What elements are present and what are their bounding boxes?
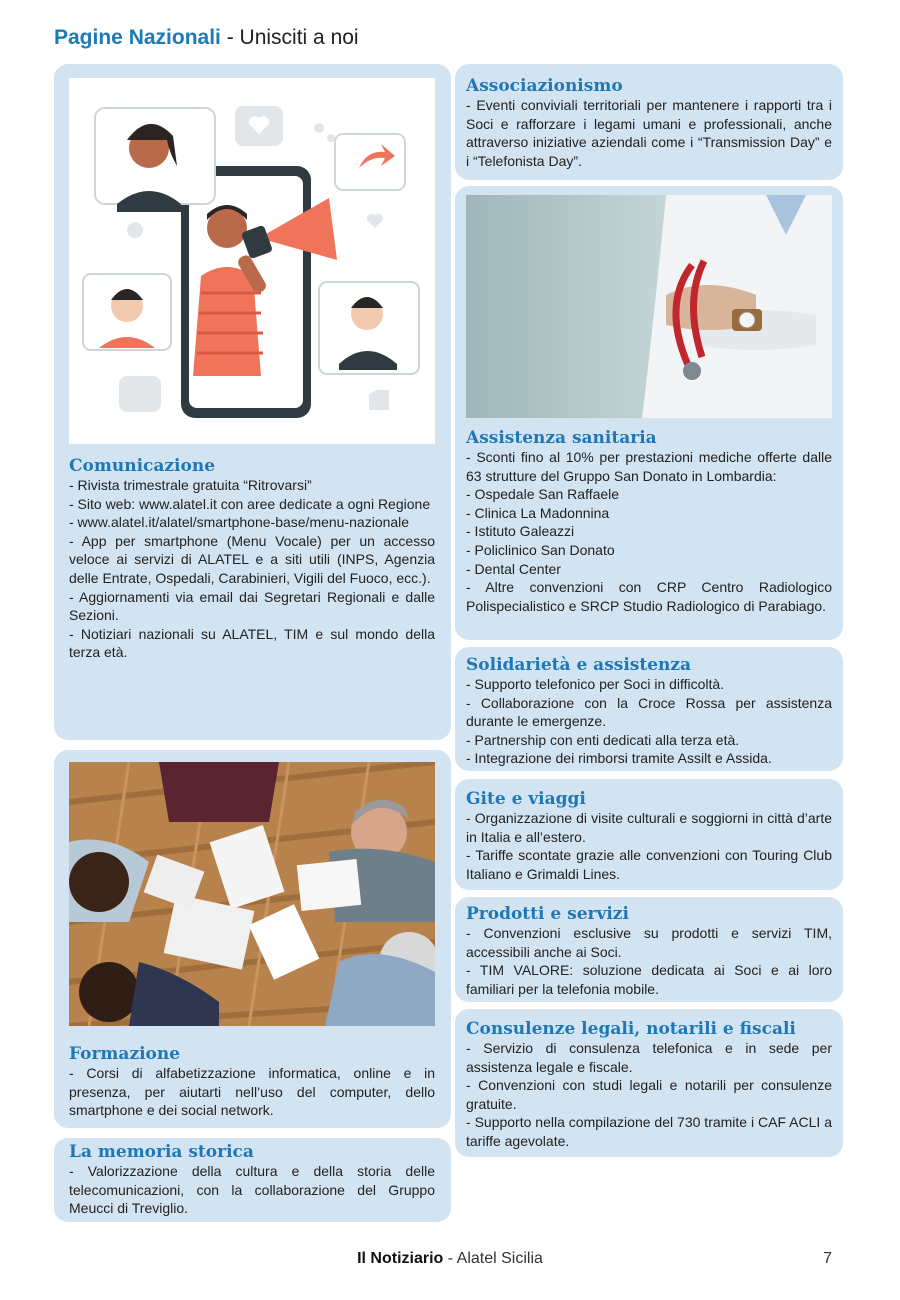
sanitaria-item-5: - Policlinico San Donato — [466, 541, 615, 558]
memoria-item-1: - Valorizzazione della cultura e della storia delle telecomunicazioni, con la collaborazione del Gruppo Meucci di Treviglio. — [69, 1163, 435, 1217]
associazionismo-item-1: - Eventi conviviali territoriali per mantenere i rapporti tra i Soci e rafforzare i legami umani e professionali, anche attraverso iniziative aziendali come i “Transmission Day” e i “Telefonista Day”. — [466, 97, 832, 169]
photo-doctor-stethoscope — [466, 195, 832, 418]
comunicazione-item-5: - Aggiornamenti via email dai Segretari Regionali e dalle Sezioni. — [69, 588, 435, 624]
sanitaria-item-7: - Altre convenzioni con CRP Centro Radiologico Polispecialistico e SRCP Studio Radiologico di Parabiago. — [466, 579, 832, 614]
consulenze-item-2: - Convenzioni con studi legali e notarili per consulenze gratuite. — [466, 1077, 832, 1112]
prodotti-item-2: - TIM VALORE: soluzione dedicata ai Soci e ai loro familiari per la telefonia mobile. — [466, 962, 832, 997]
sanitaria-item-4: - Istituto Galeazzi — [466, 523, 575, 540]
section-title-solidarieta: Solidarietà e assistenza — [466, 655, 692, 675]
card-formazione — [54, 750, 451, 1128]
section-title-prodotti: Prodotti e servizi — [466, 904, 629, 924]
page-title — [54, 26, 359, 50]
solidarieta-item-2: - Collaborazione con la Croce Rossa per assistenza durante le emergenze. — [466, 694, 832, 730]
section-title-gite: Gite e viaggi — [466, 789, 586, 809]
prodotti-item-1: - Convenzioni esclusive su prodotti e servizi TIM, accessibili anche ai Soci. — [466, 925, 832, 960]
section-name: Pagine Nazionali — [54, 26, 221, 49]
title-separator: - — [220, 26, 240, 49]
solidarieta-item-3: - Partnership con enti dedicati alla terza età. — [466, 731, 740, 748]
publication-name: Il Notiziario — [357, 1250, 444, 1267]
card-associazionismo — [455, 64, 843, 180]
section-title-comunicazione: Comunicazione — [69, 456, 216, 476]
page-number: 7 — [823, 1250, 832, 1267]
footer-separator: - — [443, 1250, 457, 1267]
consulenze-item-3: - Supporto nella compilazione del 730 tramite i CAF ACLI a tariffe agevolate. — [466, 1114, 832, 1149]
edition-name: Alatel Sicilia — [456, 1250, 543, 1267]
sanitaria-item-2: - Ospedale San Raffaele — [466, 486, 620, 503]
section-title-sanitaria: Assistenza sanitaria — [466, 428, 657, 448]
formazione-item-1: - Corsi di alfabetizzazione informatica, online e in presenza, per aiutarti nell’uso del computer, dello smartphone e dei social network. — [69, 1065, 435, 1119]
page-subtitle: Unisciti a noi — [239, 26, 359, 49]
comunicazione-item-2: - Sito web: www.alatel.it con aree dedicate a ogni Regione — [69, 495, 431, 512]
card-memoria-storica — [54, 1138, 451, 1222]
comunicazione-item-4: - App per smartphone (Menu Vocale) per un accesso veloce ai servizi di ALATEL e a siti utili (INPS, Agenzia delle Entrate, Ospedali, Carabinieri, Vigili del Fuoco, ecc.). — [69, 532, 435, 586]
consulenze-item-1: - Servizio di consulenza telefonica e in sede per assistenza legale e fiscale. — [466, 1040, 832, 1075]
gite-item-2: - Tariffe scontate grazie alle convenzioni con Touring Club Italiano e Grimaldi Lines. — [466, 847, 832, 882]
card-solidarieta — [455, 647, 843, 771]
card-consulenze — [455, 1009, 843, 1157]
card-prodotti-servizi — [455, 897, 843, 1002]
solidarieta-item-1: - Supporto telefonico per Soci in difficoltà. — [466, 676, 725, 692]
card-comunicazione — [54, 64, 451, 740]
sanitaria-item-6: - Dental Center — [466, 560, 561, 577]
card-gite-viaggi — [455, 779, 843, 890]
card-assistenza-sanitaria — [455, 186, 843, 640]
comunicazione-item-1: - Rivista trimestrale gratuita “Ritrovarsi” — [69, 477, 312, 493]
solidarieta-item-4: - Integrazione dei rimborsi tramite Assilt e Assida. — [466, 750, 772, 767]
comunicazione-item-6: - Notiziari nazionali su ALATEL, TIM e sul mondo della terza età. — [69, 625, 435, 661]
page-footer — [0, 1250, 900, 1268]
photo-group-study — [69, 762, 435, 1026]
section-title-formazione: Formazione — [69, 1044, 181, 1064]
sanitaria-item-3: - Clinica La Madonnina — [466, 504, 610, 521]
gite-item-1: - Organizzazione di visite culturali e soggiorni in città d’arte in Italia e all’estero. — [466, 810, 832, 845]
section-title-consulenze: Consulenze legali, notarili e fiscali — [466, 1019, 796, 1039]
illustration-megaphone-phone — [69, 78, 435, 444]
section-title-associazionismo: Associazionismo — [466, 76, 623, 96]
section-title-memoria: La memoria storica — [69, 1142, 254, 1162]
sanitaria-item-1: - Sconti fino al 10% per prestazioni mediche offerte dalle 63 strutture del Gruppo San Donato in Lombardia: — [466, 449, 832, 484]
comunicazione-item-3: - www.alatel.it/alatel/smartphone-base/menu-nazionale — [69, 514, 410, 531]
